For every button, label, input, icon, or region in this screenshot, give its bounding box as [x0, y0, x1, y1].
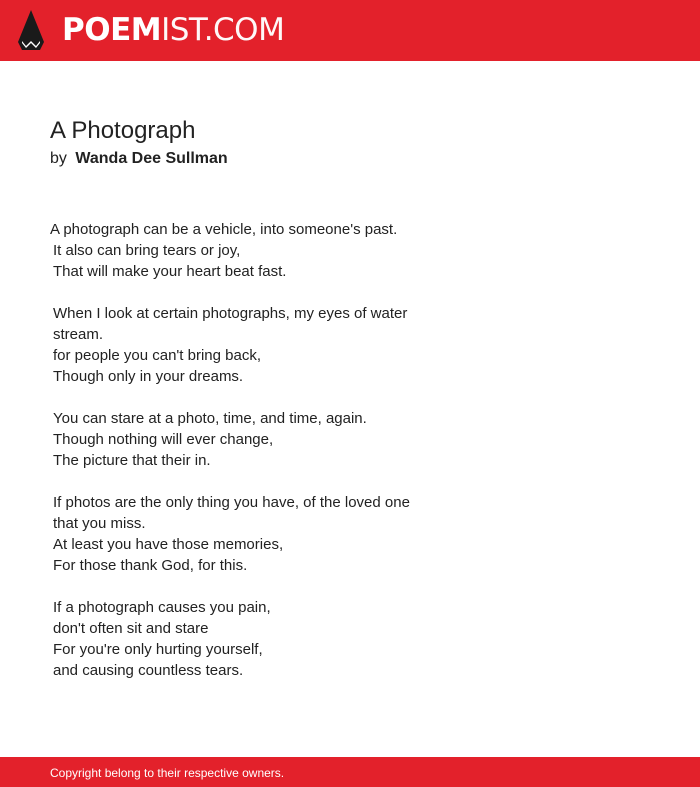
- copyright-notice: Copyright belong to their respective owners.: [50, 766, 285, 780]
- author-name: Wanda Dee Sullman: [75, 150, 228, 167]
- poem-line: for people you can't bring back,: [53, 347, 261, 364]
- poem-line: Though nothing will ever change,: [53, 431, 274, 448]
- stanza: [50, 597, 470, 681]
- stanza: [50, 303, 470, 387]
- poem-line: That will make your heart beat fast.: [53, 263, 287, 280]
- poem-line: For those thank God, for this.: [53, 557, 248, 574]
- site-logo[interactable]: [62, 10, 284, 50]
- poem-byline: [50, 148, 228, 170]
- poem-line: A photograph can be a vehicle, into someone's past.: [50, 221, 398, 238]
- pencil-icon[interactable]: [18, 10, 44, 50]
- poem-line: If a photograph causes you pain,: [53, 599, 271, 616]
- site-footer: [0, 757, 700, 787]
- stanza: [50, 492, 470, 576]
- poem-line: For you're only hurting yourself,: [53, 641, 263, 658]
- stanza: [50, 219, 470, 282]
- poem-title: A Photograph: [50, 117, 196, 144]
- poem-line: The picture that their in.: [53, 452, 211, 469]
- poem-line: You can stare at a photo, time, and time, again.: [53, 410, 367, 427]
- logo-bold-text: POEM: [62, 12, 162, 48]
- poem-line: don't often sit and stare: [53, 620, 209, 637]
- poem-line: Though only in your dreams.: [53, 368, 244, 385]
- poem-line: and causing countless tears.: [53, 662, 244, 679]
- stanza: [50, 408, 470, 471]
- poem-line: stream.: [53, 326, 104, 343]
- poem-line: At least you have those memories,: [53, 536, 284, 553]
- by-label: by: [50, 150, 67, 167]
- site-header: [0, 0, 700, 61]
- poem-line: It also can bring tears or joy,: [53, 242, 241, 259]
- logo-light-text: IST.COM: [161, 12, 285, 48]
- poem-line: When I look at certain photographs, my eyes of water: [53, 305, 408, 322]
- poem-line: that you miss.: [53, 515, 146, 532]
- poem-body: [50, 219, 470, 702]
- poem-line: If photos are the only thing you have, of the loved one: [53, 494, 410, 511]
